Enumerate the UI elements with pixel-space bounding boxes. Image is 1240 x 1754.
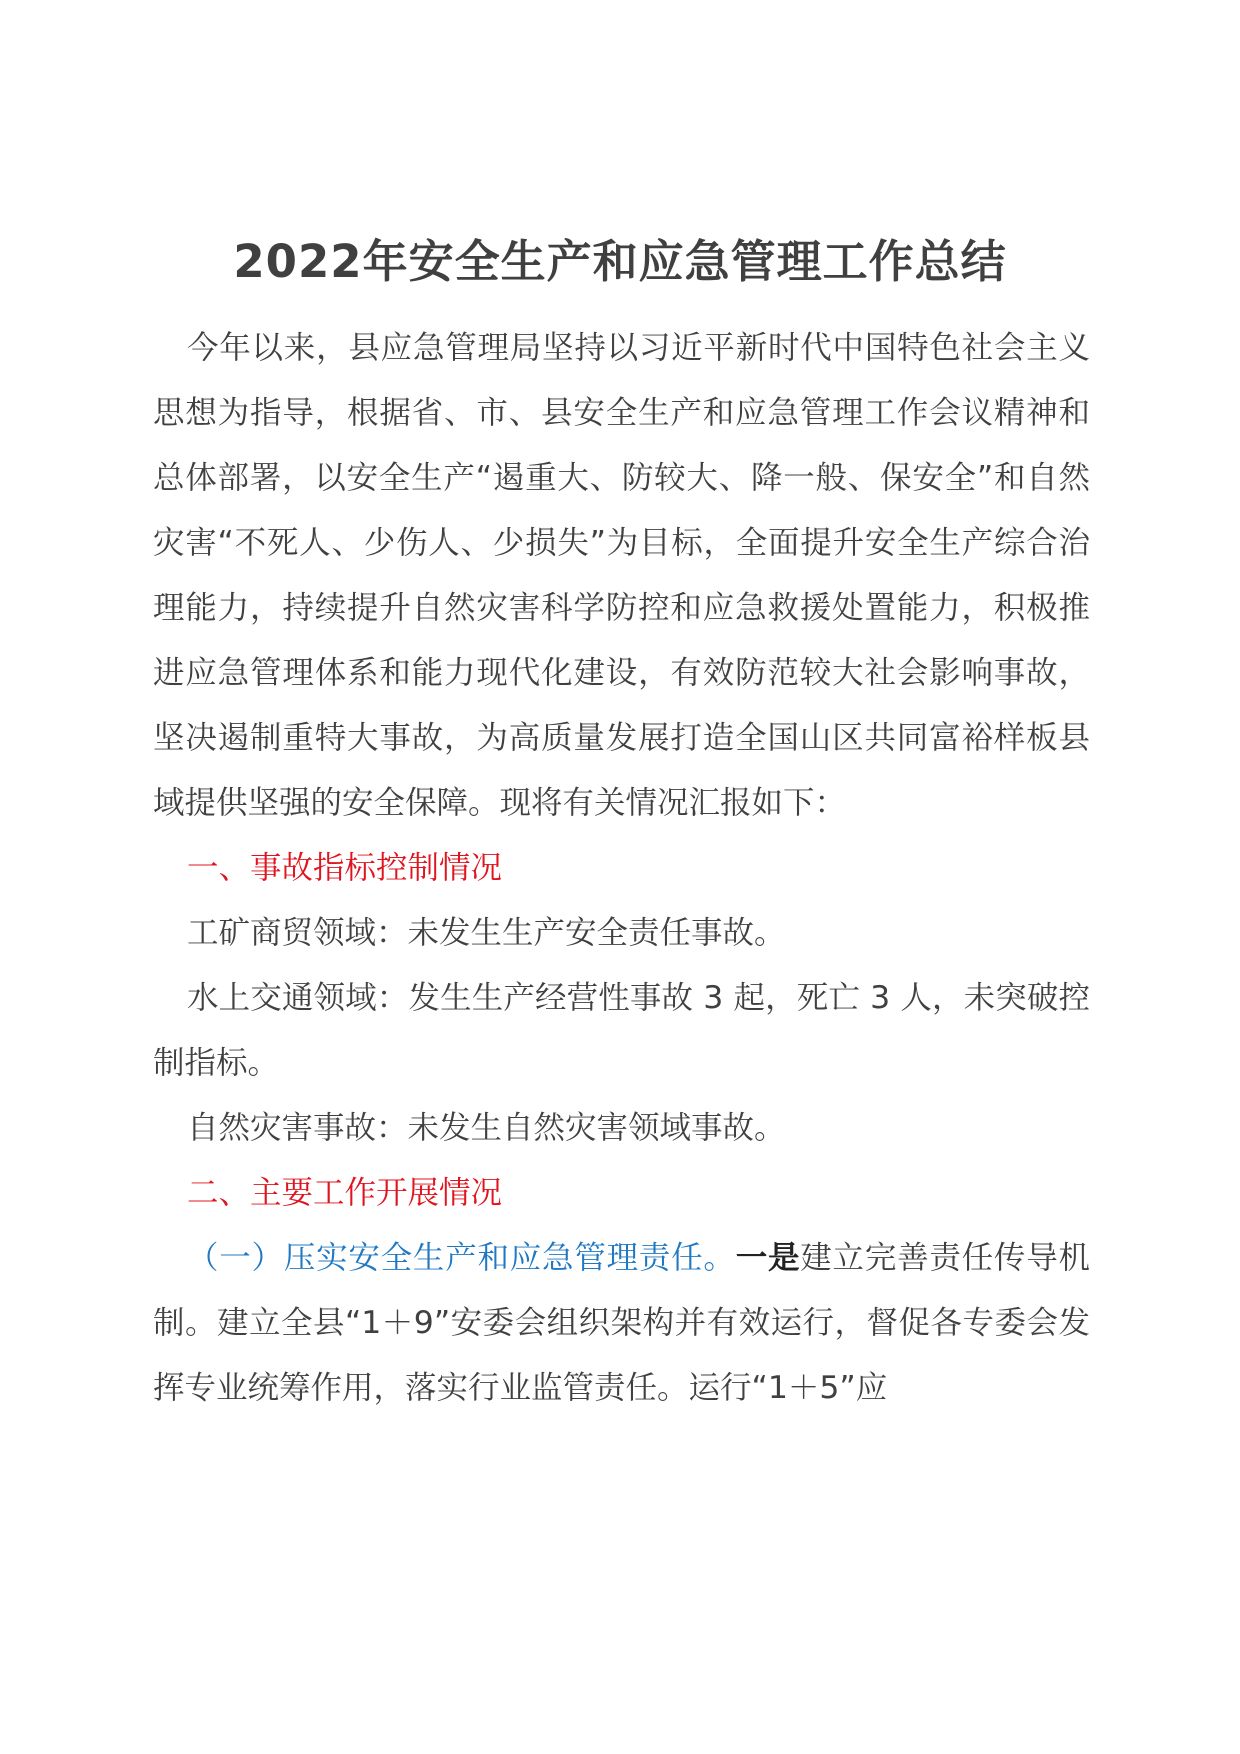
document-body [153, 316, 1090, 1421]
section-heading-2: 二、主要工作开展情况 [187, 1175, 503, 1211]
subsection-paragraph-1 [153, 1226, 1090, 1421]
accident-item-natural-disaster: 自然灾害事故：未发生自然灾害领域事故。 [187, 1110, 786, 1146]
subsection-text-1: 建立完善责任传导机制。建立全县“1＋9”安委会组织架构并有效运行，督促各专委会发挥专业统筹作用，落实行业监管责任。运行“1＋5”应 [153, 1240, 1090, 1406]
accident-item-industry: 工矿商贸领域：未发生生产安全责任事故。 [187, 915, 786, 951]
accident-item-water-traffic: 水上交通领域：发生生产经营性事故 3 起，死亡 3 人，未突破控制指标。 [153, 980, 1090, 1081]
subsection-heading-1: （一）压实安全生产和应急管理责任。 [187, 1240, 736, 1276]
document-title: 2022年安全生产和应急管理工作总结 [233, 235, 1007, 288]
subsection-lead-1: 一是 [735, 1240, 801, 1276]
section-heading-1: 一、事故指标控制情况 [187, 850, 503, 886]
intro-paragraph: 今年以来，县应急管理局坚持以习近平新时代中国特色社会主义思想为指导，根据省、市、县安全生产和应急管理工作会议精神和总体部署，以安全生产“遏重大、防较大、降一般、保安全”和自然灾害“不死人、少伤人、少损失”为目标，全面提升安全生产综合治理能力，持续提升自然灾害科学防控和应急救援处置能力，积极推进应急管理体系和能力现代化建设，有效防范较大社会影响事故，坚决遏制重特大事故，为高质量发展打造全国山区共同富裕样板县域提供坚强的安全保障。现将有关情况汇报如下： [153, 330, 1090, 821]
